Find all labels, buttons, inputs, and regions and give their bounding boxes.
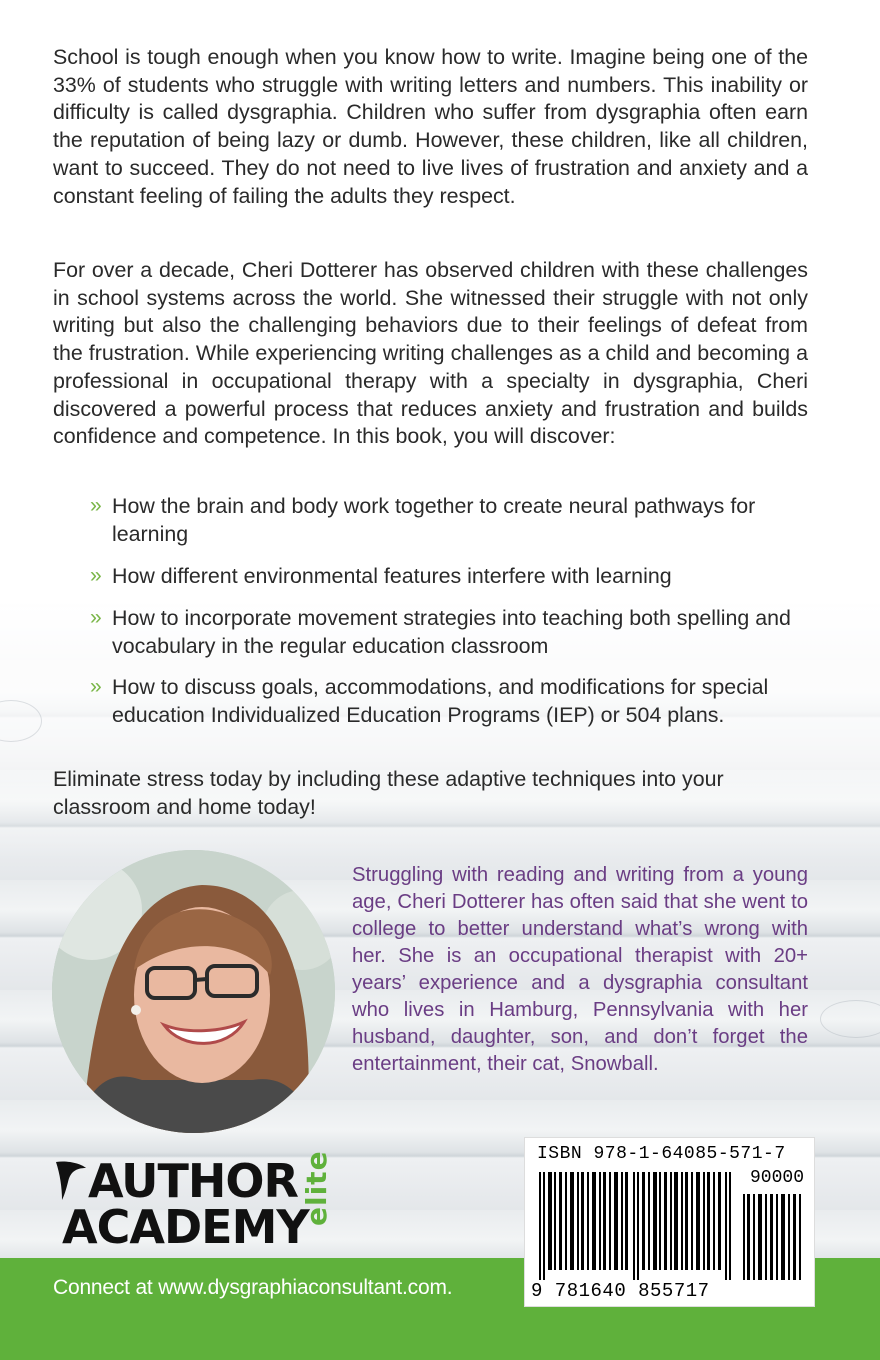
barcode-number: 9 781640 855717 xyxy=(531,1280,710,1302)
list-item xyxy=(90,673,810,729)
logo-author-text: AUTHOR xyxy=(88,1154,298,1208)
discover-list xyxy=(90,492,810,729)
blurb-paragraph-1: School is tough enough when you know how to write. Imagine being one of the 33% of students who struggle with writing letters and numbers. This inability or difficulty is called dysgraphia. Children who suffer from dysgraphia often earn the reputation of being lazy or dumb. However, these children, like all children, want to succeed. They do not need to live lives of frustration and anxiety and a constant feeling of failing the adults they respect. xyxy=(53,45,808,208)
wood-knot-decoration xyxy=(820,1000,880,1038)
isbn-barcode xyxy=(524,1137,815,1307)
list-item-text: How to incorporate movement strategies into teaching both spelling and vocabulary in the regular education classroom xyxy=(112,605,791,658)
author-photo xyxy=(52,850,335,1133)
wood-knot-decoration xyxy=(0,700,42,742)
list-item xyxy=(90,604,810,660)
list-item-text: How different environmental features interfere with learning xyxy=(112,564,672,589)
author-portrait-illustration xyxy=(52,850,335,1133)
closing-paragraph: Eliminate stress today by including these adaptive techniques into your classroom and home today! xyxy=(53,767,724,819)
blurb-paragraph-2: For over a decade, Cheri Dotterer has observed children with these challenges in school systems across the world. She witnessed their struggle with not only writing but also the challenging behaviors due to their feelings of defeat from the frustration. While experiencing writing challenges as a child and becoming a professional in occupational therapy with a specialty in dysgraphia, Cheri discovered a powerful process that reduces anxiety and frustration and builds confidence and competence. In this book, you will discover: xyxy=(53,258,808,449)
double-chevron-icon: » xyxy=(90,494,100,517)
list-item xyxy=(90,562,810,590)
list-item-text: How the brain and body work together to create neural pathways for learning xyxy=(112,494,756,547)
list-item xyxy=(90,492,810,548)
logo-academy-text: ACADEMY xyxy=(62,1200,309,1254)
connect-website: Connect at www.dysgraphiaconsultant.com. xyxy=(53,1276,453,1299)
quill-icon xyxy=(54,1158,88,1202)
isbn-label: ISBN 978-1-64085-571-7 xyxy=(537,1144,786,1164)
publisher-logo xyxy=(52,1150,352,1260)
double-chevron-icon: » xyxy=(90,675,100,699)
double-chevron-icon: » xyxy=(90,564,100,588)
addon-barcode-bars xyxy=(743,1194,803,1280)
list-item-text: How to discuss goals, accommodations, and modifications for special education Individualized Education Programs (IEP) or 504 plans. xyxy=(112,675,769,728)
double-chevron-icon: » xyxy=(90,605,100,629)
barcode-bars xyxy=(539,1172,739,1280)
price-code-label: 90000 xyxy=(749,1168,804,1188)
logo-elite-text: elite xyxy=(300,1150,333,1226)
author-bio: Struggling with reading and writing from a young age, Cheri Dotterer has often said that she went to college to better understand what’s wrong with her. She is an occupational therapist with 20+ years’ experience and a dysgraphia consultant who lives in Hamburg, Pennsylvania with her husband, daughter, son, and don’t forget the entertainment, their cat, Snowball. xyxy=(352,864,808,1075)
